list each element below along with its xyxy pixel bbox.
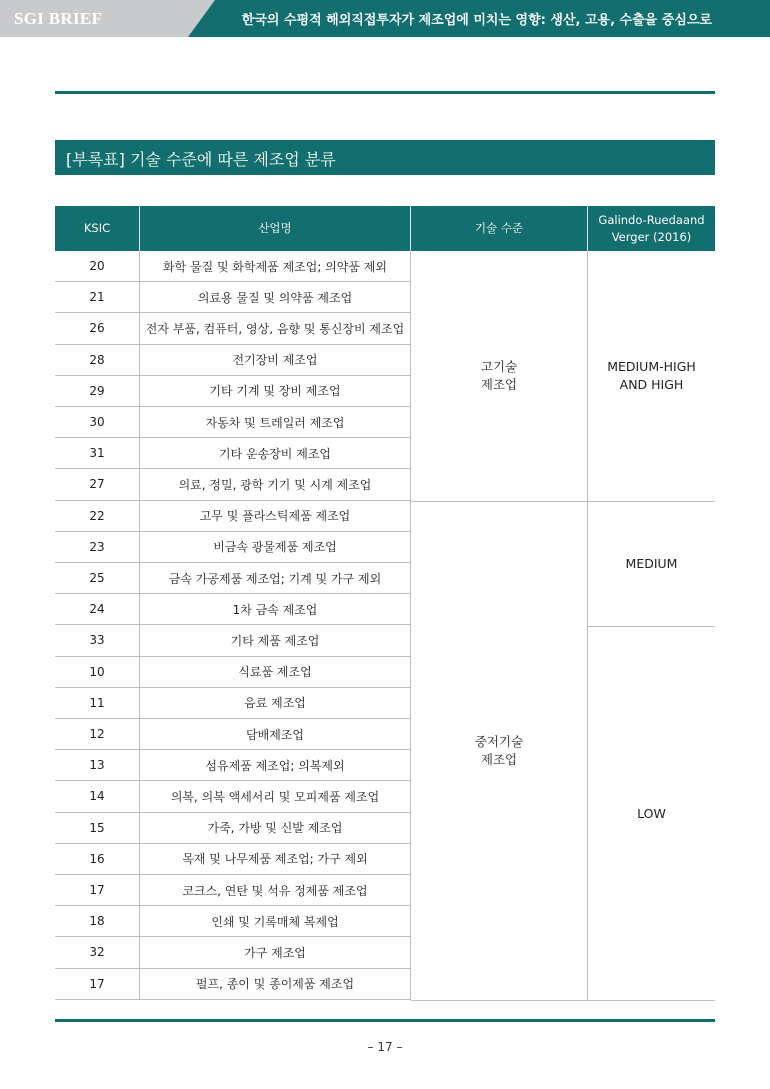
gv-group-low xyxy=(588,627,715,1001)
industry-name-cell: 목재 및 나무제품 제조업; 가구 제외 xyxy=(182,852,368,867)
table-row xyxy=(55,750,410,781)
gv-label: AND HIGH xyxy=(619,376,684,392)
table-row xyxy=(55,407,410,438)
industry-name-cell: 비금속 광물제품 제조업 xyxy=(213,540,337,555)
table-row xyxy=(55,719,410,750)
industry-name-cell: 펄프, 종이 및 종이제품 제조업 xyxy=(195,977,355,992)
tech-label: 제조업 xyxy=(480,752,518,768)
table-row xyxy=(55,813,410,844)
tech-label: 제조업 xyxy=(480,376,518,392)
ksic-cell: 16 xyxy=(89,851,105,866)
ksic-cell: 13 xyxy=(89,758,105,773)
ksic-cell: 10 xyxy=(89,664,105,679)
industry-name-cell: 가죽, 가방 및 신발 제조업 xyxy=(207,821,343,836)
industry-name-cell: 의료, 정밀, 광학 기기 및 시계 제조업 xyxy=(178,477,372,492)
page-number: – 17 – xyxy=(367,1040,403,1054)
table-row xyxy=(55,657,410,688)
ksic-cell: 11 xyxy=(89,695,105,710)
table-row xyxy=(55,969,410,1000)
header-tech-level: 기술 수준 xyxy=(474,221,524,235)
ksic-cell: 15 xyxy=(89,820,105,835)
industry-name-cell: 기타 기계 및 장비 제조업 xyxy=(209,384,341,399)
ksic-cell: 28 xyxy=(89,352,105,367)
table-row xyxy=(55,781,410,812)
ksic-cell: 22 xyxy=(89,508,105,523)
industry-name-cell: 기타 제품 제조업 xyxy=(230,633,320,648)
industry-name-cell: 음료 제조업 xyxy=(244,696,306,711)
ksic-cell: 12 xyxy=(89,727,105,742)
ksic-cell: 20 xyxy=(89,259,105,274)
header-ksic: KSIC xyxy=(83,221,111,235)
table-row xyxy=(55,282,410,313)
industry-name-cell: 인쇄 및 기록매체 복제업 xyxy=(211,914,339,929)
industry-name-cell: 의료용 물질 및 의약품 제조업 xyxy=(197,290,353,305)
industry-name-cell: 식료품 제조업 xyxy=(238,665,312,680)
tech-label: 중저기술 xyxy=(474,734,524,750)
ksic-cell: 32 xyxy=(89,945,105,960)
table-row xyxy=(55,688,410,719)
industry-name-cell: 가구 제조업 xyxy=(244,945,306,960)
ksic-cell: 17 xyxy=(89,976,105,991)
table-row xyxy=(55,438,410,469)
ksic-cell: 26 xyxy=(89,321,105,336)
ksic-cell: 30 xyxy=(89,415,105,430)
table-row xyxy=(55,844,410,875)
gv-group-medium-high xyxy=(588,251,715,501)
industry-name-cell: 기타 운송장비 제조업 xyxy=(219,446,331,461)
industry-name-cell: 화학 물질 및 화학제품 제조업; 의약품 제외 xyxy=(163,259,387,274)
ksic-cell: 24 xyxy=(89,602,105,617)
gv-label: MEDIUM-HIGH xyxy=(607,358,696,374)
table-row xyxy=(55,937,410,968)
ksic-cell: 33 xyxy=(89,633,105,648)
industry-name-cell: 전기장비 제조업 xyxy=(232,353,318,368)
ksic-cell: 27 xyxy=(89,477,105,492)
gv-label: LOW xyxy=(637,806,666,822)
ksic-cell: 14 xyxy=(89,789,105,804)
table-row xyxy=(55,376,410,407)
tech-group-mid-low xyxy=(411,502,587,1001)
ksic-cell: 21 xyxy=(89,290,105,305)
table-row xyxy=(55,875,410,906)
table-row xyxy=(55,313,410,344)
section-heading-bar xyxy=(55,140,715,175)
ksic-cell: 25 xyxy=(89,571,105,586)
industry-name-cell: 전자 부품, 컴퓨터, 영상, 음향 및 통신장비 제조업 xyxy=(145,321,405,336)
table-row xyxy=(55,251,410,282)
industry-name-cell: 의복, 의복 액세서리 및 모피제품 제조업 xyxy=(170,789,380,804)
table-row xyxy=(55,563,410,594)
section-title: [부록표] 기술 수준에 따른 제조업 분류 xyxy=(66,150,336,169)
table-row xyxy=(55,345,410,376)
tech-label: 고기술 xyxy=(480,358,518,374)
ksic-cell: 29 xyxy=(89,383,105,398)
table-row xyxy=(55,469,410,500)
table-bottom-border xyxy=(411,1000,715,1001)
brand-logo-text: SGI BRIEF xyxy=(14,9,103,28)
industry-name-cell: 코크스, 연탄 및 석유 정제품 제조업 xyxy=(182,883,368,898)
table-row xyxy=(55,625,410,656)
industry-name-cell: 자동차 및 트레일러 제조업 xyxy=(205,415,345,430)
industry-name-cell: 담배제조업 xyxy=(246,727,304,742)
divider-top xyxy=(55,91,715,94)
table-row xyxy=(55,594,410,625)
header-galindo: Galindo-Ruedaand Verger (2016) xyxy=(598,212,705,244)
report-title: 한국의 수평적 해외직접투자가 제조업에 미치는 영향: 생산, 고용, 수출을 중심으로 xyxy=(241,13,712,28)
tech-group-high xyxy=(411,251,587,501)
industry-name-cell: 섬유제품 제조업; 의복제외 xyxy=(205,758,345,773)
gv-label: MEDIUM xyxy=(625,555,678,571)
industry-name-cell: 금속 가공제품 제조업; 기계 및 가구 제외 xyxy=(168,571,382,586)
ksic-cell: 31 xyxy=(89,446,105,461)
table-header xyxy=(55,206,715,251)
ksic-cell: 18 xyxy=(89,914,105,929)
header-industry: 산업명 xyxy=(258,221,292,235)
table-row xyxy=(55,906,410,937)
table-row xyxy=(55,532,410,563)
industry-name-cell: 1차 금속 제조업 xyxy=(232,602,318,617)
ksic-cell: 23 xyxy=(89,539,105,554)
gv-group-medium xyxy=(588,502,715,627)
column-divider xyxy=(139,251,140,1000)
industry-name-cell: 고무 및 플라스틱제품 제조업 xyxy=(199,509,351,524)
divider-bottom xyxy=(55,1019,715,1022)
table-row xyxy=(55,501,410,532)
ksic-cell: 17 xyxy=(89,883,105,898)
